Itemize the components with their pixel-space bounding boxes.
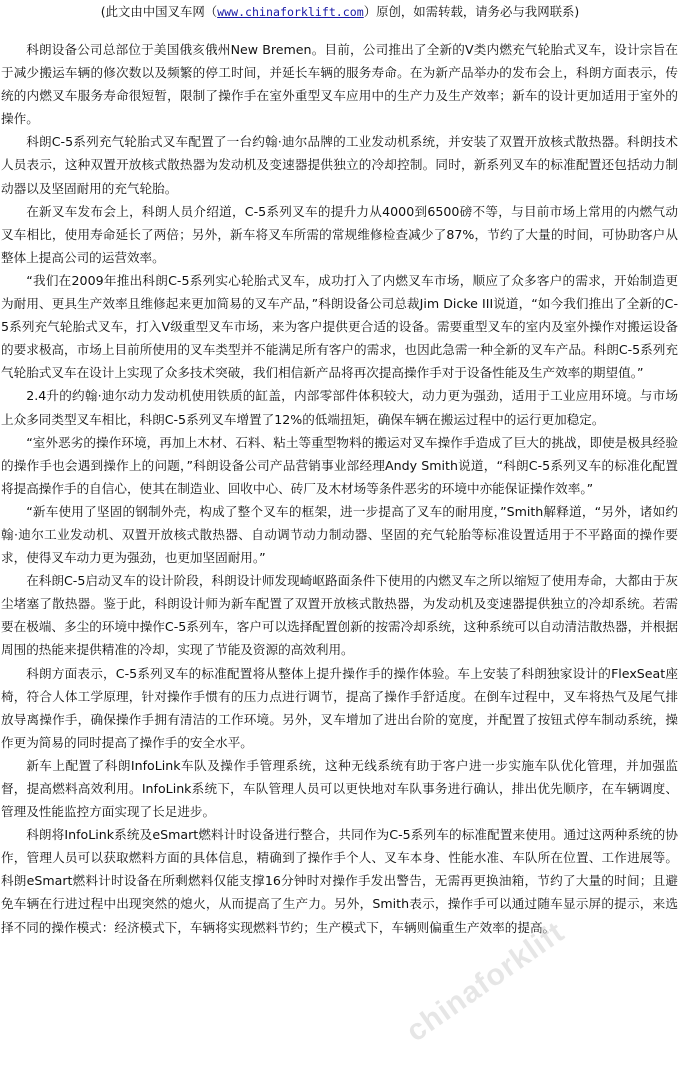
paragraph-9: 科朗方面表示，C-5系列叉车的标准配置将从整体上提升操作手的操作体验。车上安装了科朗独家设计的FlexSeat座椅，符合人体工学原理，针对操作手惯有的压力点进行调节，提高了操作手舒适度。在倒车过程中，叉车将热气及尾气排放导离操作手，确保操作手拥有清洁的工作环境。另外，叉车增加了进出台阶的宽度，并配置了按钮式停车制动系统，操作更为简易的同时提高了操作手的安全水平。 [1,665,678,750]
paragraph-5: 2.4升的约翰·迪尔动力发动机使用铁质的缸盖，内部零部件体积较大，动力更为强劲，适用于工业应用环境。与市场上众多同类型叉车相比，科朗C-5系列叉车增置了12%的低端扭矩，确保车辆在搬运过程中的运行更加稳定。 [1,388,678,427]
source-link[interactable]: www.chinaforklift.com [217,5,364,19]
paragraph-10: 新车上配置了科朗InfoLink车队及操作手管理系统，这种无线系统有助于客户进一步实施车队优化管理，并加强监督，提高燃料高效利用。InfoLink系统下，车队管理人员可以更快地对车队事务进行确认，排出优先顺序，在车辆调度、管理及性能监控方面实现了长足进步。 [1,757,678,820]
paragraph-11: 科朗将InfoLink系统及eSmart燃料计时设备进行整合，共同作为C-5系列车的标准配置来使用。通过这两种系统的协作，管理人员可以获取燃料方面的具体信息，精确到了操作手个人、叉车本身、性能水准、车队所在位置、工作进展等。科朗eSmart燃料计时设备在所剩燃料仅能支撑16分钟时对操作手发出警告，无需再更换油箱，节约了大量的时间；且避免车辆在行进过程中出现突然的熄火，从而提高了生产力。另外，Smith表示，操作手可以通过随车显示屏的提示，来选择不同的操作模式：经济模式下，车辆将实现燃料节约；生产模式下，车辆则偏重生产效率的提高。 [1,827,678,935]
watermark: chinaforklift [400,915,571,1049]
paragraph-4: “我们在2009年推出科朗C-5系列实心轮胎式叉车，成功打入了内燃叉车市场，顺应了众多客户的需求，开始制造更为耐用、更具生产效率且维修起来更加简易的叉车产品，”科朗设备公司总裁Jim Dicke III说道，“如今我们推出了全新的C-5系列充气轮胎式叉车，打入V级重型叉车市场，来为客户提供更合适的设备。需要重型叉车的室内及室外操作对搬运设备的要求极高，市场上目前所使用的叉车类型并不能满足所有客户的需求，也因此急需一种全新的叉车产品。科朗C-5系列充气轮胎式叉车在设计上实现了众多技术突破，我们相信新产品将再次提高操作手对于设备性能及生产效率的期望值。” [1,272,678,381]
paragraph-1: 科朗设备公司总部位于美国俄亥俄州New Bremen。目前，公司推出了全新的V类内燃充气轮胎式叉车，设计宗旨在于减少搬运车辆的修次数以及频繁的停工时间，并延长车辆的服务寿命。在为新产品举办的发布会上，科朗方面表示，传统的内燃叉车服务寿命很短暂，限制了操作手在室外重型叉车应用中的生产力及生产效率；新车的设计更加适用于室外的操作。 [1,42,678,127]
source-notice-prefix: (此文由中国叉车网（ [100,4,218,19]
source-notice-suffix: ）原创，如需转载，请务必与我网联系) [363,4,580,19]
paragraph-3: 在新叉车发布会上，科朗人员介绍道，C-5系列叉车的提升力从4000到6500磅不等，与目前市场上常用的内燃气动叉车相比，使用寿命延长了两倍；另外，新车将叉车所需的常规维修检查减少了87%，节约了大量的时间，可协助客户从整体上提高公司的运营效率。 [1,203,678,265]
paragraph-7: “新车使用了坚固的钢制外壳，构成了整个叉车的框架，进一步提高了叉车的耐用度，”Smith解释道，“另外，诸如约翰·迪尔工业发动机、双置开放核式散热器、自动调节动力制动器、坚固的充气轮胎等标准设置适用于不平路面的操作要求，使得叉车动力更为强劲，也更加坚固耐用。” [1,503,678,566]
paragraph-6: “室外恶劣的操作环境，再加上木材、石料、粘土等重型物料的搬运对叉车操作手造成了巨大的挑战，即使是极具经验的操作手也会遇到操作上的问题，”科朗设备公司产品营销事业部经理Andy Smith说道，“科朗C-5系列叉车的标准化配置将提高操作手的自信心，使其在制造业、回收中心、砖厂及木材场等条件恶劣的环境中亦能保证操作效率。” [1,434,678,496]
paragraph-8: 在科朗C-5启动叉车的设计阶段，科朗设计师发现崎岖路面条件下使用的内燃叉车之所以缩短了使用寿命，大都由于灰尘堵塞了散热器。鉴于此，科朗设计师为新车配置了双置开放核式散热器，为发动机及变速器提供独立的冷却系统。若需要在极端、多尘的环境中操作C-5系列车，客户可以选择配置创新的按需冷却系统，这种系统可以自动清洁散热器，并根据周围的热能来提供精准的冷却，实现了节能及资源的高效利用。 [1,573,678,658]
paragraph-2: 科朗C-5系列充气轮胎式叉车配置了一台约翰·迪尔品牌的工业发动机系统，并安装了双置开放核式散热器。科朗技术人员表示，这种双置开放核式散热器为发动机及变速器提供独立的冷却控制。同时，新系列叉车的标准配置还包括动力制动器以及坚固耐用的充气轮胎。 [1,134,678,196]
article-body [1,38,678,939]
source-notice [0,0,680,23]
